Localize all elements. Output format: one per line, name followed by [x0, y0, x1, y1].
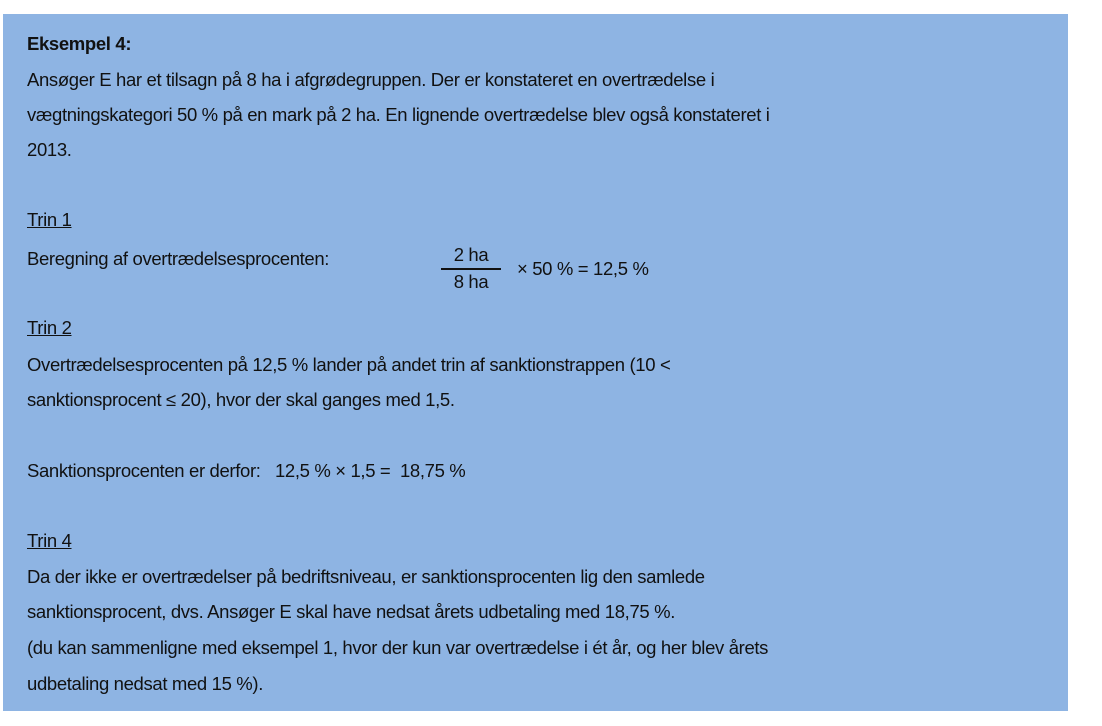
trin1-result: × 50 % = 12,5 % [517, 258, 649, 279]
trin4-line: udbetaling nedsat med 15 %). [27, 673, 264, 694]
trin4-line: Da der ikke er overtrædelser på bedriftsniveau, er sanktionsprocenten lig den samlede [27, 566, 705, 587]
example-title: Eksempel 4: [27, 33, 132, 54]
trin4-line: (du kan sammenligne med eksempel 1, hvor der kun var overtrædelse i ét år, og her blev årets [27, 637, 769, 658]
trin2-result: Sanktionsprocenten er derfor: 12,5 % × 1,5 = 18,75 % [27, 460, 466, 481]
trin2-line: sanktionsprocent ≤ 20), hvor der skal ganges med 1,5. [27, 389, 455, 410]
intro-line: Ansøger E har et tilsagn på 8 ha i afgrødegruppen. Der er konstateret en overtrædelse i [27, 69, 715, 90]
fraction [441, 244, 501, 294]
intro-line: vægtningskategori 50 % på en mark på 2 ha. En lignende overtrædelse blev også konstateret i [27, 104, 770, 125]
trin1-label: Beregning af overtrædelsesprocenten: [27, 248, 330, 269]
trin2-line: Overtrædelsesprocenten på 12,5 % lander på andet trin af sanktionstrappen (10 < [27, 354, 671, 375]
trin1-heading: Trin 1 [27, 209, 72, 230]
trin4-heading: Trin 4 [27, 530, 72, 551]
trin2-heading: Trin 2 [27, 317, 72, 338]
trin4-line: sanktionsprocent, dvs. Ansøger E skal have nedsat årets udbetaling med 18,75 %. [27, 601, 675, 622]
intro-line: 2013. [27, 139, 72, 160]
fraction-numerator: 2 ha [441, 244, 501, 270]
fraction-denominator: 8 ha [453, 271, 489, 292]
